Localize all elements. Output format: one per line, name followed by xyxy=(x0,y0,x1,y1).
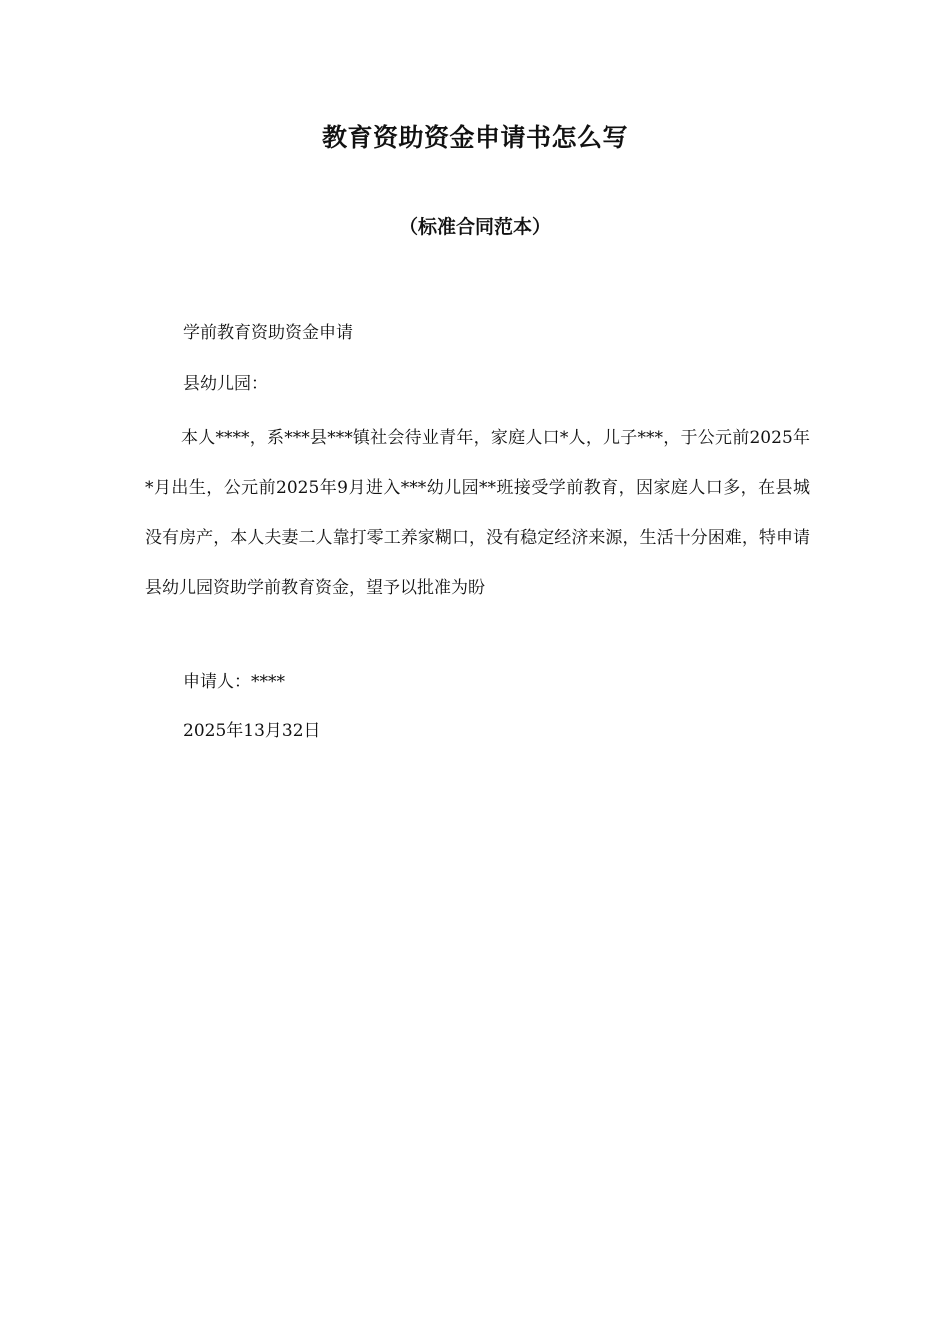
applicant-line: 申请人：**** xyxy=(183,672,285,692)
document-title: 教育资助资金申请书怎么写 xyxy=(321,123,628,152)
letter-body: 本人****，系***县***镇社会待业青年，家庭人口*人，儿子***，于公元前2025年*月出生，公元前2025年9月进入***幼儿园**班接受学前教育，因家庭人口多，在县城没有房产，本人夫妻二人靠打零工养家糊口，没有稳定经济来源，生活十分困难，特申请县幼儿园资助学前教育资金，望予以批准为盼 xyxy=(145,428,810,598)
letter-salutation: 县幼儿园： xyxy=(183,374,268,394)
document-subtitle: （标准合同范本） xyxy=(398,216,551,238)
date-line: 2025年13月32日 xyxy=(183,721,321,741)
letter-heading: 学前教育资助资金申请 xyxy=(183,323,353,343)
